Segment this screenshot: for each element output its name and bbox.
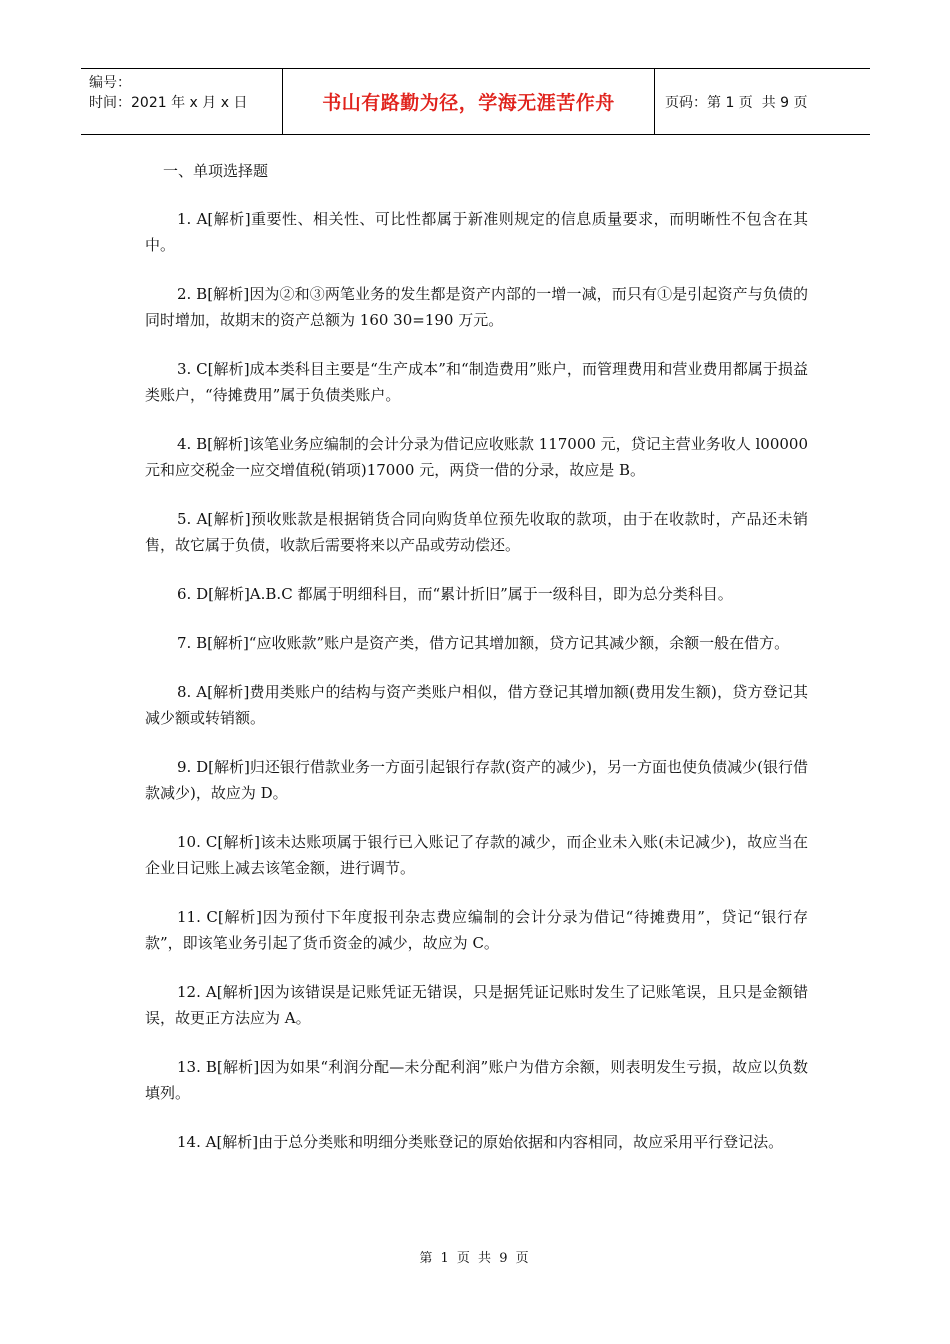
motto-text: 书山有路勤为径，学海无涯苦作舟 (322, 92, 615, 114)
answer-item: 4. B[解析]该笔业务应编制的会计分录为借记应收账款 117000 元，贷记主营业务收人 l00000 元和应交税金一应交增值税(销项)17000 元，两贷一借的分录，故应是 B。 (145, 435, 808, 479)
number-label: 编号： (89, 75, 131, 91)
page-footer: 第 1 页 共 9 页 (419, 1251, 531, 1266)
answer-item: 1. A[解析]重要性、相关性、可比性都属于新准则规定的信息质量要求，而明晰性不包含在其中。 (145, 210, 808, 254)
page-code-text: 页码：第 1 页 共 9 页 (665, 94, 808, 111)
section-title: 一、单项选择题 (163, 162, 269, 180)
answer-item: 6. D[解析]A.B.C 都属于明细科目，而“累计折旧”属于一级科目，即为总分类科目。 (177, 585, 733, 603)
answer-item: 12. A[解析]因为该错误是记账凭证无错误，只是据凭证记账时发生了记账笔误，且只是金额错误，故更正方法应为 A。 (145, 983, 808, 1027)
header-page-code (655, 69, 870, 134)
answer-item: 2. B[解析]因为②和③两笔业务的发生都是资产内部的一增一减，而只有①是引起资产与负债的同时增加，故期末的资产总额为 160 30=190 万元。 (145, 285, 808, 329)
document-header (81, 68, 870, 135)
answer-item: 5. A[解析]预收账款是根据销货合同向购货单位预先收取的款项，由于在收款时，产品还未销售，故它属于负债，收款后需要将来以产品或劳动偿还。 (145, 510, 808, 554)
answer-item: 13. B[解析]因为如果“利润分配—未分配利润”账户为借方余额，则表明发生亏损，故应以负数填列。 (145, 1058, 808, 1102)
answer-item: 11. C[解析]因为预付下年度报刊杂志费应编制的会计分录为借记“待摊费用”，贷记“银行存款”，即该笔业务引起了货币资金的减少，故应为 C。 (145, 908, 808, 952)
answer-item: 3. C[解析]成本类科目主要是“生产成本”和“制造费用”账户，而管理费用和营业费用都属于损益类账户，“待摊费用”属于负债类账户。 (145, 360, 808, 404)
answer-list (145, 206, 808, 1178)
answer-item: 14. A[解析]由于总分类账和明细分类账登记的原始依据和内容相同，故应采用平行登记法。 (177, 1133, 784, 1151)
answer-item: 7. B[解析]“应收账款”账户是资产类，借方记其增加额，贷方记其减少额，余额一般在借方。 (177, 634, 790, 652)
answer-item: 9. D[解析]归还银行借款业务一方面引起银行存款(资产的减少)，另一方面也使负债减少(银行借款减少)，故应为 D。 (145, 758, 808, 802)
date-line: 时间：2021 年 x 月 x 日 (89, 95, 248, 111)
header-motto (283, 69, 655, 134)
answer-item: 10. C[解析]该未达账项属于银行已入账记了存款的减少，而企业未入账(未记减少)，故应当在企业日记账上减去该笔金额，进行调节。 (145, 833, 808, 877)
header-meta (81, 69, 283, 134)
answer-item: 8. A[解析]费用类账户的结构与资产类账户相似，借方登记其增加额(费用发生额)，贷方登记其减少额或转销额。 (145, 683, 808, 727)
